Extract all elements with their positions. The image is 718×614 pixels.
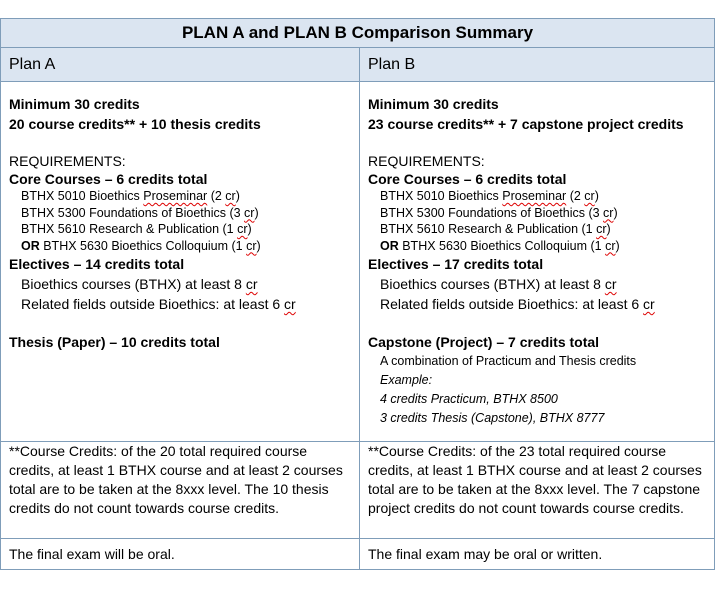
plan-a-requirements	[1, 82, 360, 441]
plan-b-core-item: BTHX 5300 Foundations of Bioethics (3 cr)	[380, 205, 618, 220]
plan-b-example-label: Example:	[380, 373, 433, 387]
plan-a-core-heading: Core Courses – 6 credits total	[9, 171, 208, 187]
plan-a-requirements-label: REQUIREMENTS:	[9, 153, 126, 169]
plan-a-note: **Course Credits: of the 20 total required course credits, at least 1 BTHX course and at least 2 courses total are to be taken at the 8xxx level. The 10 thesis credits do not count towards course credits.	[1, 442, 360, 538]
plan-a-thesis-heading: Thesis (Paper) – 10 credits total	[9, 334, 220, 350]
table-title: PLAN A and PLAN B Comparison Summary	[1, 19, 714, 48]
plan-b-requirements-label: REQUIREMENTS:	[368, 153, 485, 169]
plan-b-elective-item: Related fields outside Bioethics: at least 6 cr	[380, 296, 655, 312]
plan-b-min-credits: Minimum 30 credits	[368, 96, 499, 112]
plan-b-core-list	[368, 188, 706, 254]
comparison-table	[0, 18, 715, 570]
plan-b-header: Plan B	[360, 48, 714, 81]
plan-b-example-item: 4 credits Practicum, BTHX 8500	[380, 392, 558, 406]
plan-a-credit-split: 20 course credits** + 10 thesis credits	[9, 116, 261, 132]
plan-a-core-list	[9, 188, 351, 254]
plan-b-core-item: BTHX 5610 Research & Publication (1 cr)	[380, 222, 611, 236]
plan-b-capstone-desc: A combination of Practicum and Thesis credits	[380, 354, 637, 368]
plan-b-note: **Course Credits: of the 23 total required course credits, at least 1 BTHX course and at least 2 courses total are to be taken at the 8xxx level. The 7 capstone project credits do not count towards course credits.	[368, 443, 702, 516]
requirements-row	[1, 82, 714, 442]
plan-b-elective-item: Bioethics courses (BTHX) at least 8 cr	[380, 276, 617, 292]
note-row	[1, 442, 714, 539]
exam-row	[1, 539, 714, 569]
plan-b-core-heading: Core Courses – 6 credits total	[368, 171, 567, 187]
plan-a-exam: The final exam will be oral.	[1, 539, 360, 569]
plan-a-core-item: BTHX 5610 Research & Publication (1 cr)	[21, 222, 252, 236]
plan-b-credit-split: 23 course credits** + 7 capstone project credits	[368, 116, 684, 132]
plan-b-example-item: 3 credits Thesis (Capstone), BTHX 8777	[380, 411, 605, 425]
plan-a-core-item: OR BTHX 5630 Bioethics Colloquium (1 cr)	[21, 238, 261, 253]
plan-b-core-item: OR BTHX 5630 Bioethics Colloquium (1 cr)	[380, 238, 620, 253]
plan-a-elective-item: Bioethics courses (BTHX) at least 8 cr	[21, 276, 258, 292]
plan-b-capstone-heading: Capstone (Project) – 7 credits total	[368, 334, 600, 350]
plan-a-core-item: BTHX 5010 Bioethics Proseminar (2 cr)	[21, 189, 240, 203]
plan-b-electives-heading: Electives – 17 credits total	[368, 256, 544, 272]
header-row	[1, 48, 714, 82]
plan-a-min-credits: Minimum 30 credits	[9, 96, 140, 112]
plan-a-elective-item: Related fields outside Bioethics: at least 6 cr	[21, 296, 296, 312]
plan-b-core-item: BTHX 5010 Bioethics Proseminar (2 cr)	[380, 189, 599, 203]
plan-b-exam: The final exam may be oral or written.	[368, 546, 603, 562]
plan-a-electives-heading: Electives – 14 credits total	[9, 256, 185, 272]
plan-a-core-item: BTHX 5300 Foundations of Bioethics (3 cr)	[21, 205, 259, 220]
plan-b-requirements	[360, 82, 714, 441]
plan-a-header: Plan A	[1, 48, 360, 81]
